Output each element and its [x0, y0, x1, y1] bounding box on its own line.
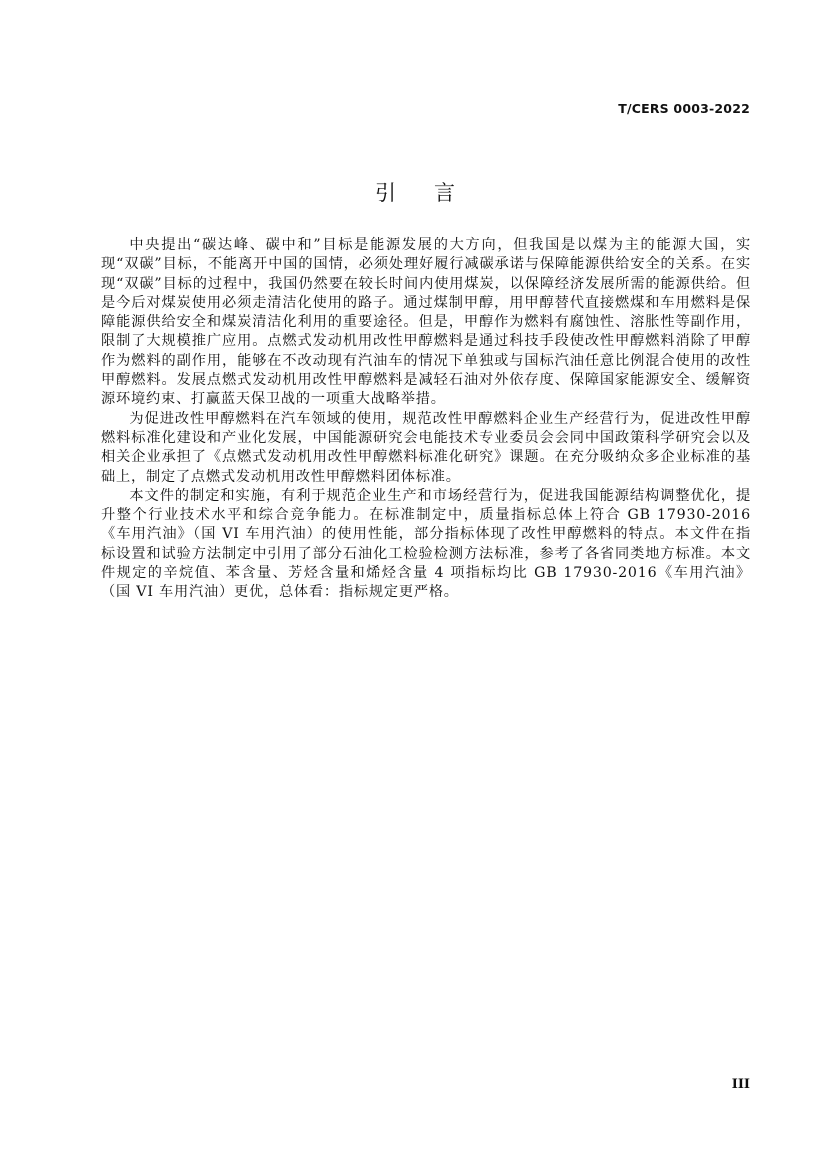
paragraph-3: 本文件的制定和实施，有利于规范企业生产和市场经营行为，促进我国能源结构调整优化，提升整个行业技术水平和综合竞争能力。在标准制定中，质量指标总体上符合 GB 17930-2016《车用汽油》（国 VI 车用汽油）的使用性能，部分指标体现了改性甲醇燃料的特点。本文件在指标设置和试验方法制定中引用了部分石油化工检验检测方法标准，参考了各省同类地方标准。本文件规定的辛烷值、苯含量、芳烃含量和烯烃含量 4 项指标均比 GB 17930-2016《车用汽油》（国 VI 车用汽油）更优，总体看：指标规定更严格。	[101, 487, 751, 601]
page-number: III	[731, 1077, 750, 1092]
introduction-body	[101, 236, 751, 603]
paragraph-1: 中央提出“碳达峰、碳中和”目标是能源发展的大方向，但我国是以煤为主的能源大国，实现“双碳”目标，不能离开中国的国情，必须处理好履行减碳承诺与保障能源供给安全的关系。在实现“双碳”目标的过程中，我国仍然要在较长时间内使用煤炭，以保障经济发展所需的能源供给。但是今后对煤炭使用必须走清洁化使用的路子。通过煤制甲醇，用甲醇替代直接燃煤和车用燃料是保障能源供给安全和煤炭清洁化利用的重要途径。但是，甲醇作为燃料有腐蚀性、溶胀性等副作用，限制了大规模推广应用。点燃式发动机用改性甲醇燃料是通过科技手段使改性甲醇燃料消除了甲醇作为燃料的副作用，能够在不改动现有汽油车的情况下单独或与国标汽油任意比例混合使用的改性甲醇燃料。发展点燃式发动机用改性甲醇燃料是减轻石油对外依存度、保障国家能源安全、缓解资源环境约束、打赢蓝天保卫战的一项重大战略举措。	[101, 237, 751, 408]
paragraph-2: 为促进改性甲醇燃料在汽车领域的使用，规范改性甲醇燃料企业生产经营行为，促进改性甲醇燃料标准化建设和产业化发展，中国能源研究会电能技术专业委员会会同中国政策科学研究会以及相关企业承担了《点燃式发动机用改性甲醇燃料标准化研究》课题。在充分吸纳众多企业标准的基础上，制定了点燃式发动机用改性甲醇燃料团体标准。	[101, 410, 751, 485]
title-char-1: 引	[375, 181, 396, 205]
document-code: T/CERS 0003-2022	[618, 101, 750, 116]
title-char-2: 言	[434, 181, 455, 205]
page-title	[0, 177, 830, 207]
